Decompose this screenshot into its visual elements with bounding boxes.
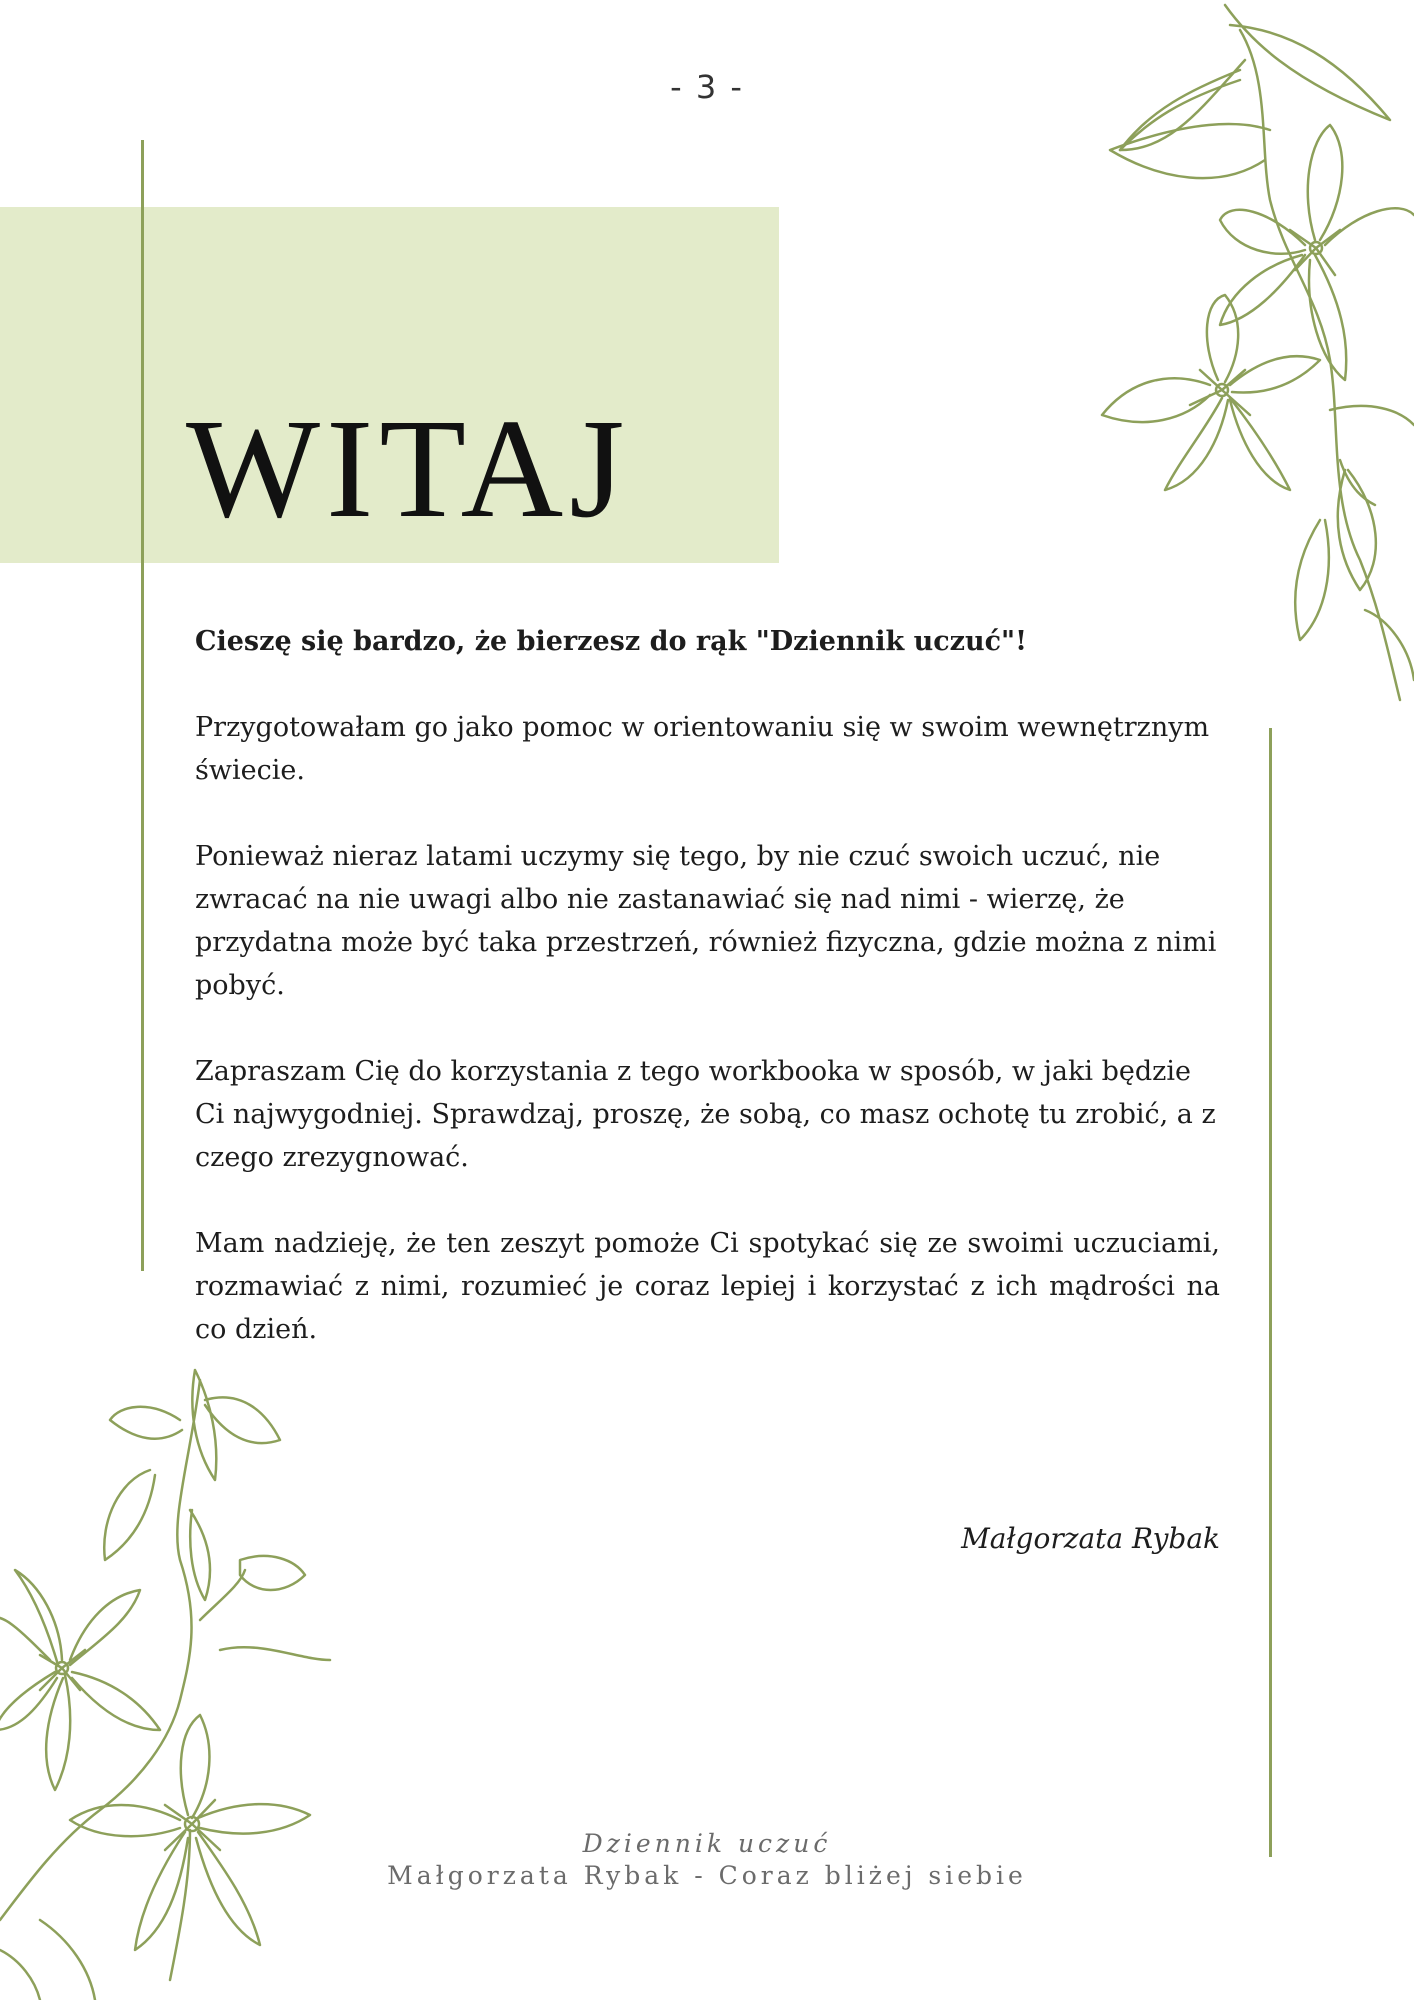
paragraph: Przygotowałam go jako pomoc w orientowaniu się w swoim wewnętrznym świecie. — [195, 712, 1210, 786]
author-signature: Małgorzata Rybak — [961, 1522, 1220, 1555]
lily-flowers-top-right-icon — [1090, 0, 1414, 710]
body-text — [195, 620, 1220, 1394]
page-number: - 3 - — [670, 68, 744, 106]
footer-subtitle: Małgorzata Rybak - Coraz bliżej siebie — [387, 1861, 1027, 1890]
page-title: WITAJ — [186, 389, 631, 548]
paragraph: Zapraszam Cię do korzystania z tego workbooka w sposób, w jaki będzie Ci najwygodniej. Sprawdzaj, proszę, że sobą, co masz ochotę tu zrobić, a z czego zrezygnować. — [195, 1056, 1216, 1173]
lily-flowers-bottom-left-icon — [0, 1360, 340, 2000]
footer — [0, 1828, 1414, 1892]
paragraph: Mam nadzieję, że ten zeszyt pomoże Ci spotykać się ze swoimi uczuciami, rozmawiać z nimi, rozumieć je coraz lepiej i korzystać z ich mądrości na co dzień. — [195, 1228, 1220, 1345]
paragraph: Ponieważ nieraz latami uczymy się tego, by nie czuć swoich uczuć, nie zwracać na nie uwagi albo nie zastanawiać się nad nimi - wierzę, że przydatna może być taka przestrzeń, również fizyczna, gdzie można z nimi pobyć. — [195, 841, 1217, 1001]
lead-paragraph: Cieszę się bardzo, że bierzesz do rąk "Dziennik uczuć"! — [195, 626, 1027, 657]
left-divider-line — [141, 140, 144, 1271]
footer-title: Dziennik uczuć — [582, 1829, 832, 1858]
right-divider-line — [1269, 728, 1272, 1857]
